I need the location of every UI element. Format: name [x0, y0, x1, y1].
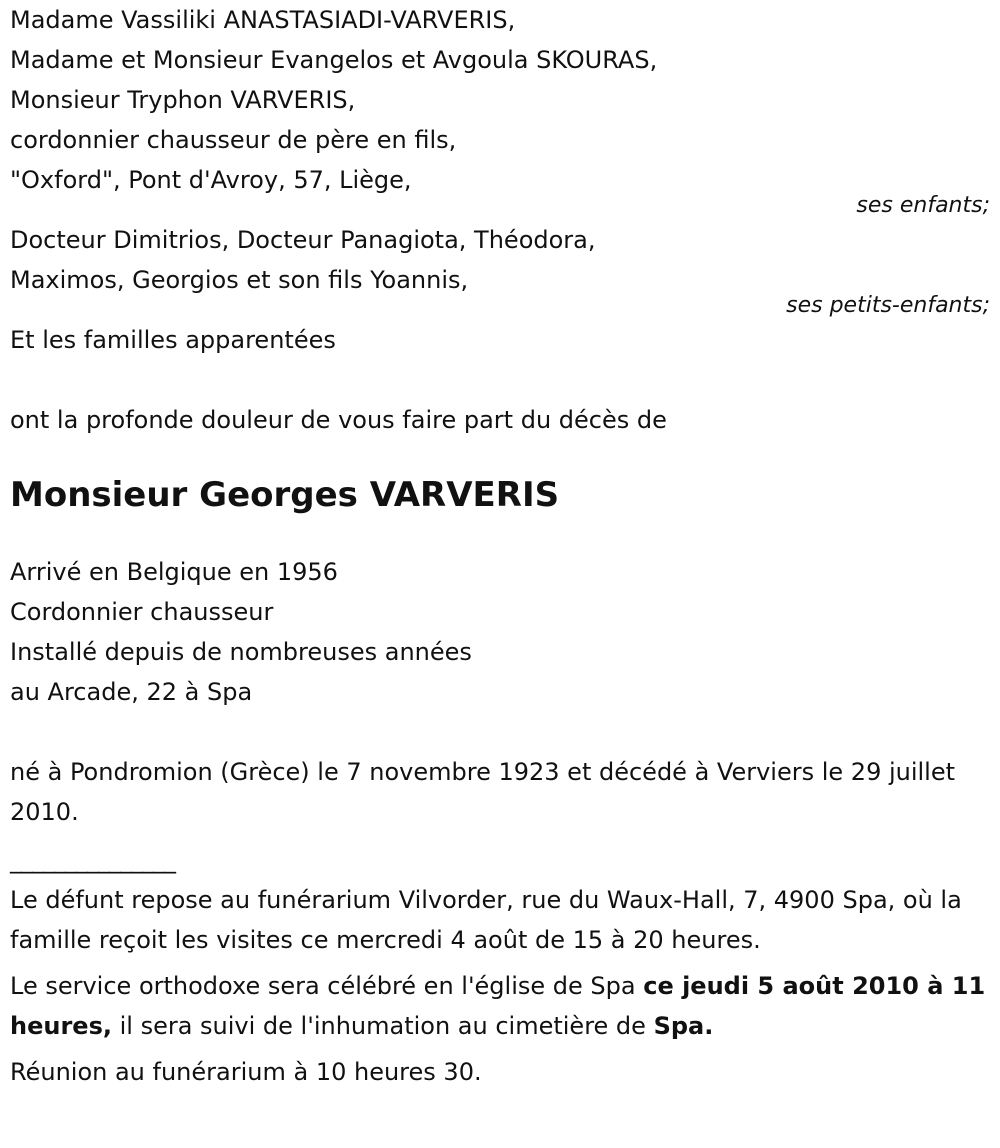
service-info	[10, 966, 990, 1046]
service-place: Spa.	[653, 1012, 714, 1040]
obituary-notice	[10, 0, 990, 1092]
family-line: cordonnier chausseur de père en fils,	[10, 126, 457, 154]
biography-line: au Arcade, 22 à Spa	[10, 678, 253, 706]
service-middle: il sera suivi de l'inhumation au cimetière de	[111, 1012, 654, 1040]
deceased-name: Monsieur Georges VARVERIS	[10, 475, 560, 515]
children-section	[10, 0, 990, 218]
visitation-info: Le défunt repose au funérarium Vilvorder, rue du Waux-Hall, 7, 4900 Spa, où la famille reçoit les visites ce mercredi 4 août de 15 à 20 heures.	[10, 886, 962, 954]
service-datetime: ce jeudi 5 août 2010 à 11 heures,	[10, 972, 986, 1040]
family-line: Maximos, Georgios et son fils Yoannis,	[10, 266, 469, 294]
family-line: Madame Vassiliki ANASTASIADI-VARVERIS,	[10, 6, 516, 34]
family-line: Madame et Monsieur Evangelos et Avgoula SKOURAS,	[10, 46, 658, 74]
grandchildren-section	[10, 220, 990, 318]
biography-section	[10, 552, 990, 712]
family-line: Monsieur Tryphon VARVERIS,	[10, 86, 356, 114]
service-prefix: Le service orthodoxe sera célébré en l'église de Spa	[10, 972, 644, 1000]
family-line: "Oxford", Pont d'Avroy, 57, Liège,	[10, 166, 412, 194]
family-line: Docteur Dimitrios, Docteur Panagiota, Théodora,	[10, 226, 596, 254]
grandchildren-role: ses petits-enfants;	[786, 293, 990, 318]
announcement-line: ont la profonde douleur de vous faire part du décès de	[10, 406, 667, 434]
meeting-info: Réunion au funérarium à 10 heures 30.	[10, 1058, 482, 1086]
children-role: ses enfants;	[856, 193, 990, 218]
biography-line: Arrivé en Belgique en 1956	[10, 558, 338, 586]
relatives-line: Et les familles apparentées	[10, 326, 336, 354]
separator-line: _______________	[10, 846, 175, 874]
birth-death-dates: né à Pondromion (Grèce) le 7 novembre 1923 et décédé à Verviers le 29 juillet 2010.	[10, 758, 956, 826]
biography-line: Cordonnier chausseur	[10, 598, 274, 626]
biography-line: Installé depuis de nombreuses années	[10, 638, 472, 666]
